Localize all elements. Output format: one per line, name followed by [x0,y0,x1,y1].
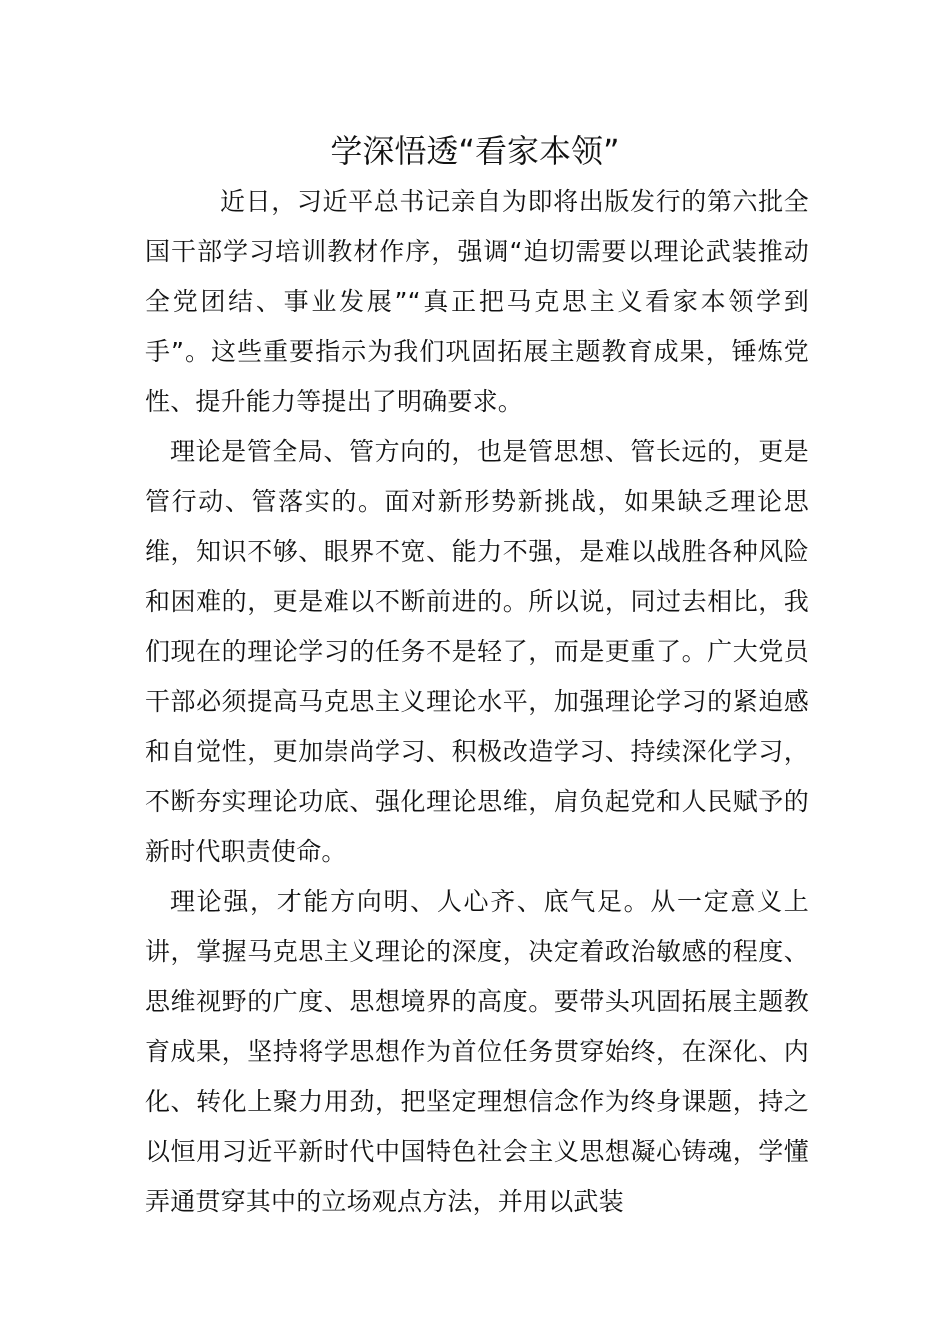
paragraph-3: 理论强，才能方向明、人心齐、底气足。从一定意义上讲，掌握马克思主义理论的深度，决定着政治敏感的程度、思维视野的广度、思想境界的高度。要带头巩固拓展主题教育成果，坚持将学思想作为首位任务贯穿始终，在深化、内化、转化上聚力用劲，把坚定理想信念作为终身课题，持之以恒用习近平新时代中国特色社会主义思想凝心铸魂，学懂弄通贯穿其中的立场观点方法，并用以武装 [145,887,809,1216]
paragraph-1: 近日，习近平总书记亲自为即将出版发行的第六批全国干部学习培训教材作序，强调“迫切需要以理论武装推动全党团结、事业发展”“真正把马克思主义看家本领学到手”。这些重要指示为我们巩固拓展主题教育成果，锤炼党性、提升能力等提出了明确要求。 [145,187,809,416]
document-body [145,177,809,1227]
document-title: 学深悟透“看家本领” [330,132,620,170]
paragraph-2: 理论是管全局、管方向的，也是管思想、管长远的，更是管行动、管落实的。面对新形势新挑战，如果缺乏理论思维，知识不够、眼界不宽、能力不强，是难以战胜各种风险和困难的，更是难以不断前进的。所以说，同过去相比，我们现在的理论学习的任务不是轻了，而是更重了。广大党员干部必须提高马克思主义理论水平，加强理论学习的紧迫感和自觉性，更加崇尚学习、积极改造学习、持续深化学习，不断夯实理论功底、强化理论思维，肩负起党和人民赋予的新时代职责使命。 [145,437,809,866]
